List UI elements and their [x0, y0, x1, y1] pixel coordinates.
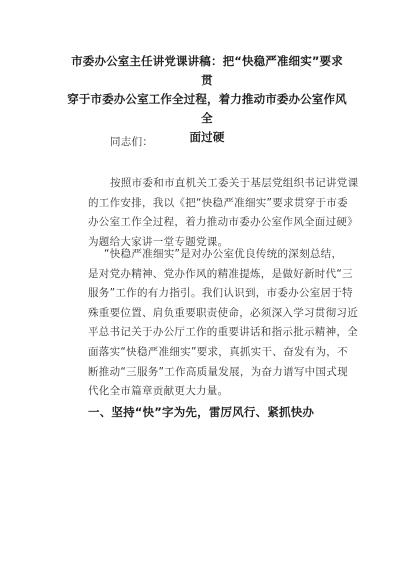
document-title — [66, 52, 348, 147]
paragraph-line: 是对党办精神、党办作风的精准提炼，是做好新时代“三 — [88, 267, 353, 280]
paragraph-line: 平总书记关于办公厅工作的重要讲话和指示批示精神，全 — [88, 326, 358, 339]
paragraph-body — [88, 245, 358, 402]
paragraph-line: 断推动“三服务”工作高质量发展，为奋力谱写中国式现 — [88, 365, 348, 378]
paragraph-line: 按照市委和市直机关工委关于基层党组织书记讲党课 — [110, 177, 359, 189]
section-heading: 一、坚持“快”字为先，雷厉风行、紧抓快办 — [88, 405, 315, 419]
paragraph-line: 代化全市篇章贡献更大力量。 — [88, 385, 229, 398]
paragraph-line: 面落实“快稳严准细实”要求，真抓实干、奋发有为，不 — [88, 345, 348, 358]
title-line: 面过硬 — [189, 130, 225, 144]
paragraph-intro — [88, 174, 359, 252]
paragraph-line: 为题给大家讲一堂专题党课。 — [88, 235, 229, 248]
salutation: 同志们： — [110, 136, 154, 148]
title-line: 穿于市委办公室工作全过程，着力推动市委办公室作风全 — [67, 92, 347, 125]
paragraph-line: 办公室工作全过程，着力推动市委办公室作风全面过硬》 — [88, 216, 358, 228]
paragraph-line: “快稳严准细实”是对办公室优良传统的深刻总结， — [104, 248, 343, 260]
paragraph-line: 服务”工作的有力指引。我们认识到，市委办公室居于特 — [88, 287, 353, 300]
paragraph-line: 殊重要位置、肩负重要职责使命，必须深入学习贯彻习近 — [88, 306, 358, 319]
title-line: 市委办公室主任讲党课讲稿：把“快稳严准细实”要求贯 — [71, 54, 343, 87]
paragraph-line: 的工作安排，我以《把“快稳严准细实”要求贯穿于市委 — [88, 196, 348, 209]
